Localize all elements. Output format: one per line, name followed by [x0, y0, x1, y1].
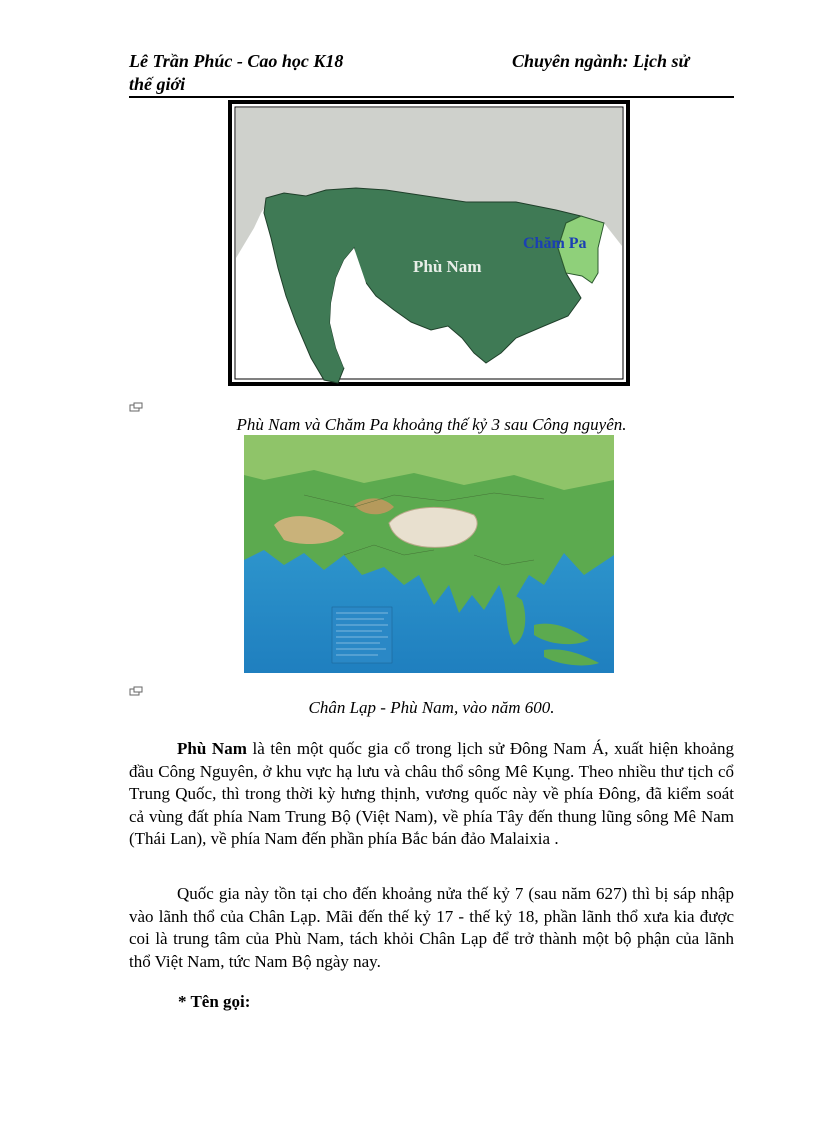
map-legend [332, 607, 392, 663]
header-major: Chuyên ngành: Lịch sử [512, 51, 690, 71]
figure1-caption: Phù Nam và Chăm Pa khoảng thế kỷ 3 sau Công nguyên. [236, 415, 627, 434]
header-author: Lê Trần Phúc - Cao học K18 [129, 51, 344, 71]
paragraph-1-text: là tên một quốc gia cổ trong lịch sử Đông Nam Á, xuất hiện khoảng đầu Công Nguyên, ở khu vực hạ lưu và châu thổ sông Mê Kụng. Theo nhiều thư tịch cổ Trung Quốc, thì trong thời kỳ hưng thịnh, vương quốc này về phía Đông, đã kiểm soát cả vùng đất phía Nam Trung Bộ (Việt Nam), về phía Tây đến thung lũng sông Mê Nam (Thái Lan), về phía Nam đến phần phía Bắc bán đảo Malaixia . [129, 739, 734, 848]
image-anchor-icon [129, 686, 143, 696]
paragraph-2: Quốc gia này tồn tại cho đến khoảng nửa thế kỷ 7 (sau năm 627) thì bị sáp nhập vào lãnh thổ của Chân Lạp. Mãi đến thế kỷ 17 - thế kỷ 18, phần lãnh thổ xưa kia được coi là trung tâm của Phù Nam, tách khỏi Chân Lạp để trở thành một bộ phận của lãnh thổ Việt Nam, tức Nam Bộ ngày nay. [129, 884, 734, 971]
section-heading: * Tên gọi: [178, 992, 251, 1011]
figure2-caption: Chân Lạp - Phù Nam, vào năm 600. [308, 698, 555, 717]
term-phu-nam: Phù Nam [177, 739, 247, 758]
image-anchor-icon [129, 402, 143, 412]
asia-map-600ad [244, 435, 614, 673]
label-cham-pa: Chăm Pa [523, 235, 587, 252]
label-phu-nam: Phù Nam [413, 257, 482, 276]
funan-champa-map [226, 98, 632, 388]
paragraph-1 [129, 738, 734, 851]
header-major-continued: thế giới [129, 74, 186, 94]
